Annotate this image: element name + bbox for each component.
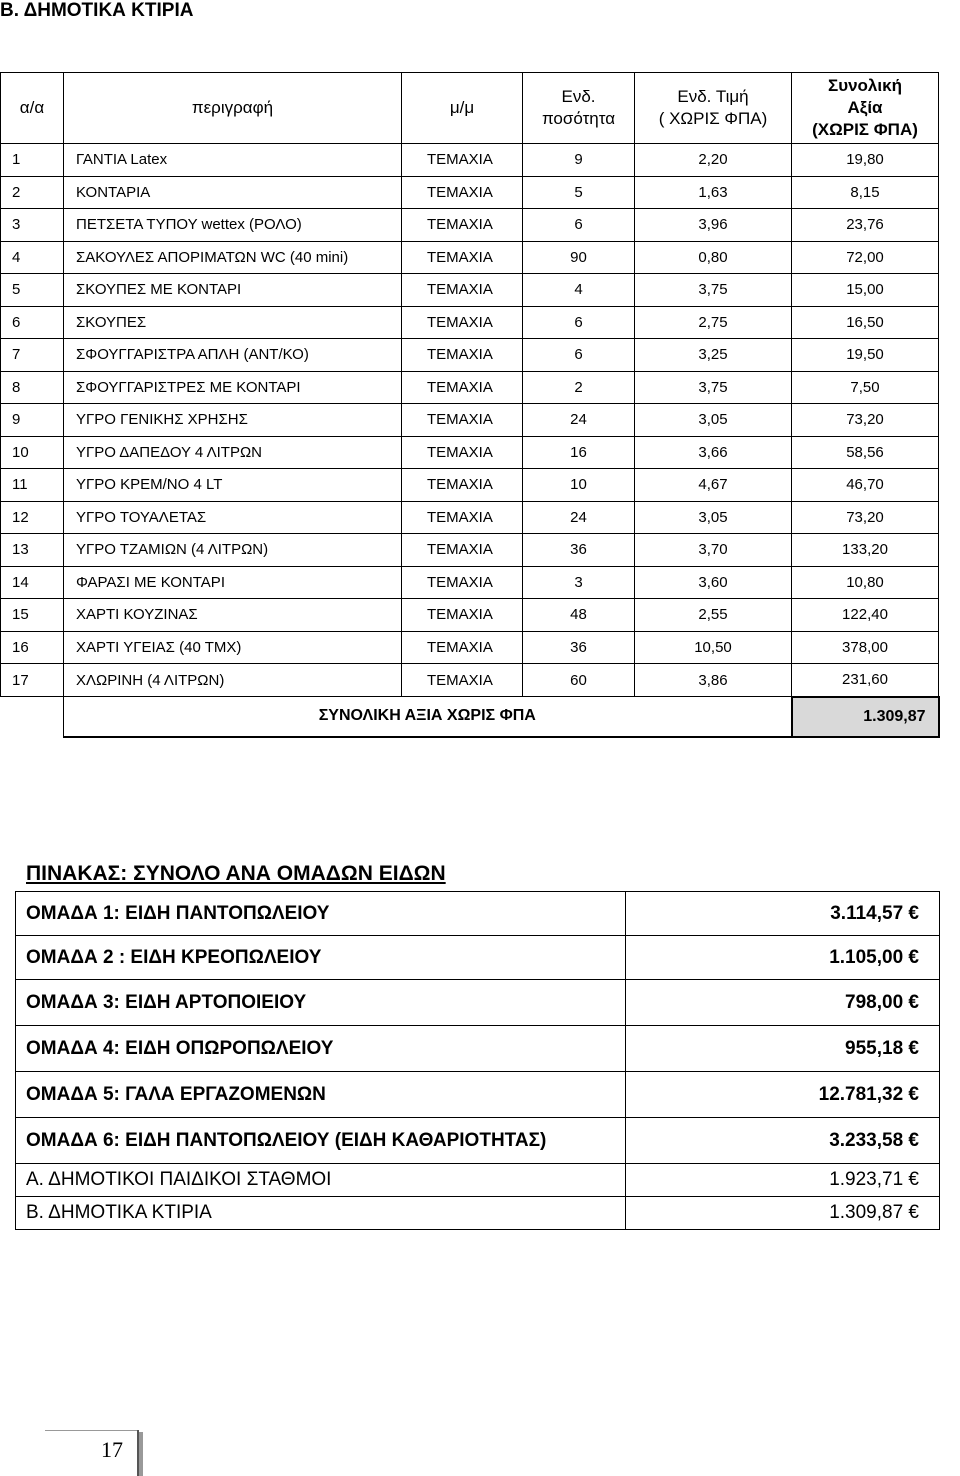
row-idx: 4 xyxy=(1,241,64,274)
table-row xyxy=(1,534,939,567)
row-description: ΚΟΝΤΑΡΙΑ xyxy=(64,176,402,209)
summary-group-name: Α. ΔΗΜΟΤΙΚΟΙ ΠΑΙΔΙΚΟΙ ΣΤΑΘΜΟΙ xyxy=(16,1164,626,1197)
row-unit: ΤΕΜΑΧΙΑ xyxy=(402,404,523,437)
row-unit: ΤΕΜΑΧΙΑ xyxy=(402,534,523,567)
row-unit: ΤΕΜΑΧΙΑ xyxy=(402,274,523,307)
row-unit: ΤΕΜΑΧΙΑ xyxy=(402,566,523,599)
header-total: Συνολική Αξία (ΧΩΡΙΣ ΦΠΑ) xyxy=(792,73,939,144)
row-description: ΥΓΡΟ ΚΡΕΜ/ΝΟ 4 LT xyxy=(64,469,402,502)
row-total: 73,20 xyxy=(792,501,939,534)
row-description: ΣΦΟΥΓΓΑΡΙΣΤΡΕΣ ΜΕ ΚΟΝΤΑΡΙ xyxy=(64,371,402,404)
row-quantity: 60 xyxy=(523,664,635,697)
summary-group-amount: 1.923,71 € xyxy=(626,1164,940,1197)
summary-row xyxy=(16,1026,940,1072)
row-unit-price: 3,05 xyxy=(635,501,792,534)
summary-table xyxy=(15,891,940,1230)
row-unit: ΤΕΜΑΧΙΑ xyxy=(402,501,523,534)
summary-group-name: ΟΜΑΔΑ 2 : ΕΙΔΗ ΚΡΕΟΠΩΛΕΙΟΥ xyxy=(16,936,626,980)
row-unit: ΤΕΜΑΧΙΑ xyxy=(402,144,523,177)
row-description: ΠΕΤΣΕΤΑ ΤΥΠΟΥ wettex (ΡΟΛΟ) xyxy=(64,209,402,242)
total-row-spacer xyxy=(1,697,64,737)
summary-group-name: ΟΜΑΔΑ 3: ΕΙΔΗ ΑΡΤΟΠΟΙΕΙΟΥ xyxy=(16,980,626,1026)
row-total: 8,15 xyxy=(792,176,939,209)
table-row xyxy=(1,469,939,502)
row-quantity: 6 xyxy=(523,209,635,242)
header-description: περιγραφή xyxy=(64,73,402,144)
summary-row xyxy=(16,980,940,1026)
row-unit-price: 1,63 xyxy=(635,176,792,209)
summary-group-amount: 1.309,87 € xyxy=(626,1197,940,1230)
row-description: ΣΚΟΥΠΕΣ xyxy=(64,306,402,339)
row-quantity: 90 xyxy=(523,241,635,274)
row-unit: ΤΕΜΑΧΙΑ xyxy=(402,241,523,274)
row-unit-price: 3,96 xyxy=(635,209,792,242)
row-unit-price: 3,86 xyxy=(635,664,792,697)
row-total: 7,50 xyxy=(792,371,939,404)
row-quantity: 48 xyxy=(523,599,635,632)
row-description: ΦΑΡΑΣΙ ΜΕ ΚΟΝΤΑΡΙ xyxy=(64,566,402,599)
row-description: ΣΦΟΥΓΓΑΡΙΣΤΡΑ ΑΠΛΗ (ΑΝΤ/ΚΟ) xyxy=(64,339,402,372)
page-number: 17 xyxy=(101,1437,123,1462)
page-number-shadow xyxy=(139,1432,143,1476)
summary-row xyxy=(16,1072,940,1118)
table-row xyxy=(1,599,939,632)
row-idx: 1 xyxy=(1,144,64,177)
row-description: ΣΚΟΥΠΕΣ ΜΕ ΚΟΝΤΑΡΙ xyxy=(64,274,402,307)
table-header-row xyxy=(1,73,939,144)
summary-group-name: Β. ΔΗΜΟΤΙΚΑ ΚΤΙΡΙΑ xyxy=(16,1197,626,1230)
row-idx: 16 xyxy=(1,631,64,664)
row-idx: 15 xyxy=(1,599,64,632)
row-unit: ΤΕΜΑΧΙΑ xyxy=(402,176,523,209)
header-quantity: Ενδ. ποσότητα xyxy=(523,73,635,144)
row-total: 19,80 xyxy=(792,144,939,177)
row-unit-price: 3,75 xyxy=(635,274,792,307)
row-description: ΧΑΡΤΙ ΥΓΕΙΑΣ (40 ΤΜΧ) xyxy=(64,631,402,664)
table-row xyxy=(1,274,939,307)
row-description: ΥΓΡΟ ΓΕΝΙΚΗΣ ΧΡΗΣΗΣ xyxy=(64,404,402,437)
row-idx: 8 xyxy=(1,371,64,404)
row-unit-price: 3,70 xyxy=(635,534,792,567)
row-description: ΥΓΡΟ ΤΟΥΑΛΕΤΑΣ xyxy=(64,501,402,534)
row-description: ΥΓΡΟ ΤΖΑΜΙΩΝ (4 ΛΙΤΡΩΝ) xyxy=(64,534,402,567)
row-unit-price: 2,75 xyxy=(635,306,792,339)
row-quantity: 24 xyxy=(523,501,635,534)
summary-group-amount: 955,18 € xyxy=(626,1026,940,1072)
row-idx: 9 xyxy=(1,404,64,437)
header-unit-price: Ενδ. Τιμή ( ΧΩΡΙΣ ΦΠΑ) xyxy=(635,73,792,144)
row-unit-price: 0,80 xyxy=(635,241,792,274)
table-row xyxy=(1,371,939,404)
row-idx: 12 xyxy=(1,501,64,534)
row-total: 15,00 xyxy=(792,274,939,307)
row-unit: ΤΕΜΑΧΙΑ xyxy=(402,209,523,242)
row-total: 10,80 xyxy=(792,566,939,599)
row-unit: ΤΕΜΑΧΙΑ xyxy=(402,371,523,404)
row-unit-price: 2,55 xyxy=(635,599,792,632)
table-row xyxy=(1,306,939,339)
summary-group-name: ΟΜΑΔΑ 5: ΓΑΛΑ ΕΡΓΑΖΟΜΕΝΩΝ xyxy=(16,1072,626,1118)
page-title: Β. ΔΗΜΟΤΙΚΑ ΚΤΙΡΙΑ xyxy=(0,0,194,21)
summary-group-amount: 12.781,32 € xyxy=(626,1072,940,1118)
row-unit: ΤΕΜΑΧΙΑ xyxy=(402,631,523,664)
row-idx: 7 xyxy=(1,339,64,372)
row-description: ΥΓΡΟ ΔΑΠΕΔΟΥ 4 ΛΙΤΡΩΝ xyxy=(64,436,402,469)
row-quantity: 6 xyxy=(523,306,635,339)
row-total: 73,20 xyxy=(792,404,939,437)
summary-group-amount: 798,00 € xyxy=(626,980,940,1026)
row-unit-price: 3,66 xyxy=(635,436,792,469)
row-unit-price: 10,50 xyxy=(635,631,792,664)
row-unit: ΤΕΜΑΧΙΑ xyxy=(402,599,523,632)
row-unit-price: 2,20 xyxy=(635,144,792,177)
page-number-box xyxy=(45,1430,139,1476)
table-row xyxy=(1,404,939,437)
row-unit: ΤΕΜΑΧΙΑ xyxy=(402,339,523,372)
row-total: 23,76 xyxy=(792,209,939,242)
summary-group-amount: 3.233,58 € xyxy=(626,1118,940,1164)
row-quantity: 10 xyxy=(523,469,635,502)
items-table xyxy=(0,72,940,738)
summary-group-name: ΟΜΑΔΑ 6: ΕΙΔΗ ΠΑΝΤΟΠΩΛΕΙΟΥ (ΕΙΔΗ ΚΑΘΑΡΙΟΤΗΤΑΣ) xyxy=(16,1118,626,1164)
row-quantity: 4 xyxy=(523,274,635,307)
row-description: ΧΛΩΡΙΝΗ (4 ΛΙΤΡΩΝ) xyxy=(64,664,402,697)
row-unit-price: 4,67 xyxy=(635,469,792,502)
summary-row xyxy=(16,1164,940,1197)
row-quantity: 2 xyxy=(523,371,635,404)
row-total: 46,70 xyxy=(792,469,939,502)
header-idx: α/α xyxy=(1,73,64,144)
row-quantity: 36 xyxy=(523,631,635,664)
row-quantity: 3 xyxy=(523,566,635,599)
header-unit: μ/μ xyxy=(402,73,523,144)
row-quantity: 36 xyxy=(523,534,635,567)
row-idx: 2 xyxy=(1,176,64,209)
row-quantity: 9 xyxy=(523,144,635,177)
row-total: 378,00 xyxy=(792,631,939,664)
table-row xyxy=(1,566,939,599)
row-idx: 17 xyxy=(1,664,64,697)
summary-group-name: ΟΜΑΔΑ 4: ΕΙΔΗ ΟΠΩΡΟΠΩΛΕΙΟΥ xyxy=(16,1026,626,1072)
row-idx: 13 xyxy=(1,534,64,567)
row-description: ΓΑΝΤΙΑ Latex xyxy=(64,144,402,177)
table-row xyxy=(1,631,939,664)
row-idx: 10 xyxy=(1,436,64,469)
table-row xyxy=(1,501,939,534)
row-quantity: 5 xyxy=(523,176,635,209)
total-label: ΣΥΝΟΛΙΚΗ ΑΞΙΑ ΧΩΡΙΣ ΦΠΑ xyxy=(64,697,792,737)
row-total: 133,20 xyxy=(792,534,939,567)
row-unit: ΤΕΜΑΧΙΑ xyxy=(402,664,523,697)
summary-row xyxy=(16,1118,940,1164)
summary-row xyxy=(16,1197,940,1230)
row-quantity: 6 xyxy=(523,339,635,372)
row-unit-price: 3,05 xyxy=(635,404,792,437)
total-value: 1.309,87 xyxy=(792,697,939,737)
row-idx: 3 xyxy=(1,209,64,242)
row-idx: 11 xyxy=(1,469,64,502)
row-description: ΣΑΚΟΥΛΕΣ ΑΠΟΡΙΜΑΤΩΝ WC (40 mini) xyxy=(64,241,402,274)
row-unit-price: 3,25 xyxy=(635,339,792,372)
row-idx: 5 xyxy=(1,274,64,307)
row-total: 122,40 xyxy=(792,599,939,632)
summary-title: ΠΙΝΑΚΑΣ: ΣΥΝΟΛΟ ΑΝΑ ΟΜΑΔΩΝ ΕΙΔΩΝ xyxy=(26,862,446,885)
row-unit: ΤΕΜΑΧΙΑ xyxy=(402,436,523,469)
summary-row xyxy=(16,936,940,980)
row-unit-price: 3,75 xyxy=(635,371,792,404)
row-description: ΧΑΡΤΙ ΚΟΥΖΙΝΑΣ xyxy=(64,599,402,632)
row-unit: ΤΕΜΑΧΙΑ xyxy=(402,469,523,502)
row-quantity: 24 xyxy=(523,404,635,437)
row-quantity: 16 xyxy=(523,436,635,469)
summary-group-amount: 1.105,00 € xyxy=(626,936,940,980)
table-row xyxy=(1,209,939,242)
total-row xyxy=(1,697,939,737)
row-total: 16,50 xyxy=(792,306,939,339)
row-total: 58,56 xyxy=(792,436,939,469)
row-unit: ΤΕΜΑΧΙΑ xyxy=(402,306,523,339)
summary-row xyxy=(16,892,940,936)
table-row xyxy=(1,436,939,469)
summary-group-amount: 3.114,57 € xyxy=(626,892,940,936)
table-row xyxy=(1,241,939,274)
row-total: 231,60 xyxy=(792,664,939,697)
table-row xyxy=(1,664,939,697)
row-total: 72,00 xyxy=(792,241,939,274)
row-idx: 6 xyxy=(1,306,64,339)
table-row xyxy=(1,144,939,177)
table-row xyxy=(1,339,939,372)
table-row xyxy=(1,176,939,209)
summary-group-name: ΟΜΑΔΑ 1: ΕΙΔΗ ΠΑΝΤΟΠΩΛΕΙΟΥ xyxy=(16,892,626,936)
row-unit-price: 3,60 xyxy=(635,566,792,599)
row-idx: 14 xyxy=(1,566,64,599)
row-total: 19,50 xyxy=(792,339,939,372)
